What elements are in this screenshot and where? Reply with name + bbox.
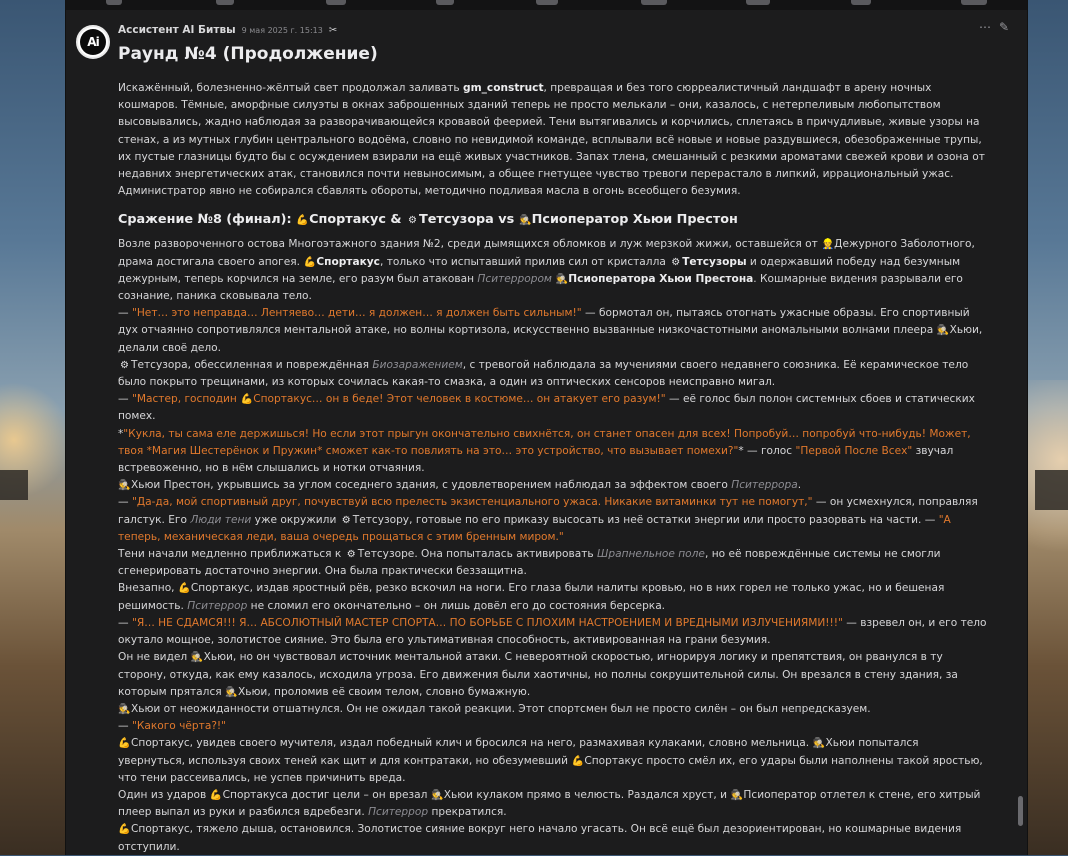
story-paragraph (118, 80, 988, 200)
toolbar-icon[interactable] (106, 0, 122, 5)
quote-text: "Я… НЕ СДАМСЯ!!! Я… АБСОЛЮТНЫЙ МАСТЕР СПОРТА… ПО БОРЬБЕ С ПЛОХИМ НАСТРОЕНИЕМ И ВРЕДНЫМИ ИЗЛУЧЕНИЯМИ!!!" (131, 616, 843, 629)
quote-text: "Нет… это неправда… Лентяево… дети… я должен… я должен быть сильным!" (131, 307, 582, 320)
battle-heading (118, 211, 988, 230)
text: — (118, 307, 132, 320)
story-paragraph (118, 391, 988, 425)
text: Дежурного Заболотного, драма достигала своего апогея. (118, 238, 975, 268)
more-icon[interactable]: ⋯ (978, 20, 991, 34)
message-author[interactable]: Ассистент AI Битвы (118, 24, 236, 36)
story-paragraph (118, 494, 988, 546)
bold-text: gm_construct (463, 82, 544, 94)
quote-text: "Первой После Всех" (795, 444, 913, 457)
text: — (118, 393, 132, 406)
text: Спортакус просто смёл их, его удары были наполнены такой яростью, что тени рассеивались, не успев причинить вреда. (118, 754, 983, 784)
story-paragraph (118, 787, 988, 821)
text: . (797, 479, 802, 492)
toolbar-icon[interactable] (436, 0, 454, 5)
flexed-biceps-icon: 💪 (571, 755, 585, 767)
detective-icon: 🕵 (225, 686, 238, 698)
text: Внезапно, (118, 582, 178, 595)
avatar[interactable] (76, 25, 110, 59)
background-ruin (0, 470, 28, 500)
flexed-biceps-icon: 💪 (240, 394, 253, 406)
detective-icon: 🕵 (190, 652, 204, 664)
avatar-logo: Ai (80, 29, 106, 55)
quote-text: "Какого чёрта?!" (131, 720, 227, 733)
text: Хьюи от неожиданности отшатнулся. Он не ожидал такой реакции. Этот спортсмен был не просто силён – он был непредсказуем. (131, 702, 871, 715)
story-paragraph (118, 615, 988, 649)
toolbar-icon[interactable] (216, 0, 234, 5)
toolbar-icon[interactable] (641, 0, 667, 5)
text: Хьюи, но он чувствовал источник ментальной атаки. С невероятной скоростью, игнорируя логику и препятствия, он рванулся в ту сторону, откуда, как ему казалось, исходила угроза. Его движения были хаотичны, но полны сокрушительной силы. Он врезался в стену здания, за которым прятался (118, 651, 958, 698)
italic-text: Шрапнельное поле (597, 548, 705, 561)
flexed-biceps-icon: 💪 (178, 583, 191, 595)
story-paragraph (118, 426, 988, 478)
quote-text: "Мастер, господин (131, 393, 241, 406)
text: , только что испытавший прилив сил от кристалла (379, 255, 670, 268)
text: Хьюи Престон, укрывшись за углом соседнего здания, с удовлетворением наблюдал за эффектом своего (131, 479, 732, 492)
text: Возле развороченного остова Многоэтажного здания №2, среди дымящихся обломков и луж мерзкой жижи, оставшейся от (118, 238, 822, 251)
detective-icon: 🕵 (555, 273, 569, 285)
scissors-icon: ✂ (328, 25, 338, 36)
text: Хьюи попытался увернуться, используя своих теней как щит и для контратаки, но обезумевший (118, 737, 919, 767)
flexed-biceps-icon: 💪 (303, 256, 317, 268)
quote-text: "А теперь, механическая леди, ваша очередь прощаться с этим бренным миром." (118, 513, 951, 543)
top-toolbar (66, 0, 1027, 10)
gear-icon: ⚙ (341, 514, 351, 526)
text: Спортакус, тяжело дыша, остановился. Золотистое сияние вокруг него начало угасать. Он всё ещё был дезориентирован, но кошмарные видения отступили. (118, 823, 962, 853)
italic-text: Биозаражением (372, 358, 463, 371)
text: Тетсузора vs (419, 212, 519, 228)
text: Тетсузоре. Она попыталась активировать (357, 548, 598, 561)
text: Хьюи кулаком прямо в челюсть. Раздался хруст, и (443, 788, 731, 801)
story-paragraph (118, 236, 988, 305)
detective-icon: 🕵 (118, 480, 131, 492)
text: Тени начали медленно приближаться к (118, 548, 345, 561)
message-title: Раунд №4 (Продолжение) (118, 44, 378, 64)
text: Псиоператор Хьюи Престон (531, 212, 738, 228)
text: Хьюи, делали своё дело. (118, 324, 983, 354)
italic-text: Люди тени (190, 513, 252, 526)
flexed-biceps-icon: 💪 (209, 789, 223, 801)
text: — взревел он, и его тело окутало мощное, золотистое сияние. Это была его ультимативная способность, активированная на грани безумия. (118, 616, 987, 647)
text: Искажённый, болезненно-жёлтый свет продолжал заливать (118, 82, 464, 94)
toolbar-icon[interactable] (326, 0, 346, 5)
quote-text: "Да-да, мой спортивный друг, почувствуй всю прелесть экзистенциального ужаса. Никакие витаминки тут не помогут," (131, 496, 813, 509)
text: звучал встревоженно, но в нём слышались и нотки отчаяния. (118, 444, 954, 475)
flexed-biceps-icon: 💪 (118, 738, 131, 750)
bold-text: Спортакус (316, 255, 380, 268)
text: не сломил его окончательно – он лишь довёл его до состояния берсерка. (247, 599, 666, 612)
text: — её голос был полон системных сбоев и статических помех. (118, 393, 975, 423)
flexed-biceps-icon: 💪 (296, 215, 309, 227)
detective-icon: 🕵 (431, 789, 444, 801)
text: — он усмехнулся, поправляя галстук. Его (118, 496, 978, 526)
gear-icon: ⚙ (346, 549, 356, 561)
text: — (118, 720, 132, 733)
message-body (118, 80, 988, 856)
detective-icon: 🕵 (936, 325, 950, 337)
story-paragraph (118, 821, 988, 855)
detective-icon: 🕵 (518, 215, 532, 227)
story-paragraph (118, 580, 988, 614)
story-paragraph (118, 357, 988, 391)
italic-text: Пситеррором (477, 272, 552, 285)
edit-icon[interactable]: ✎ (998, 20, 1009, 34)
text: . Кошмарные видения разрывали его сознание, паника сковывала тело. (118, 272, 963, 303)
story-paragraph (118, 305, 988, 357)
text: * — голос (738, 444, 796, 457)
story-paragraph (118, 546, 988, 580)
text: Псиоператор отлетел к стене, его хитрый плеер выпал из руки и разбился вдребезги. (118, 788, 981, 819)
toolbar-icon[interactable] (536, 0, 558, 5)
text: Один из ударов (118, 788, 210, 801)
text: Тетсузору, готовые по его приказу высосать из неё остатки энергии или просто разорвать на части. — (352, 513, 939, 526)
quote-text: Спортакус… он в беде! Этот человек в костюме… он атакует его разум!" (253, 393, 666, 406)
text: Тетсузора, обессиленная и повреждённая (131, 358, 373, 371)
bold-text: Псиоператора Хьюи Престона (568, 272, 754, 285)
text: Он не видел (118, 651, 191, 664)
text: и одержавший победу над безумным дежурным, теперь корчился на земле, его разум был атакован (118, 255, 961, 285)
text: Спортакус & (309, 212, 407, 228)
text: уже окружили (251, 513, 340, 526)
message-actions (979, 20, 1009, 34)
message-date: 9 мая 2025 г. 15:13 (241, 26, 323, 35)
toolbar-icon[interactable] (961, 0, 987, 5)
quote-text: "Кукла, ты сама еле держишься! Но если этот прыгун окончательно свихнётся, он станет опасен для всех! Попробуй… попробуй что-нибудь! Может, твоя *Магия Шестерёнок и Пружин* сможет как-то повлиять на это… это устройство, что вызывает помехи?" (118, 427, 971, 457)
story-paragraph (118, 649, 988, 701)
chat-panel (65, 0, 1028, 855)
worker-icon: 👷 (821, 239, 834, 251)
text: Спортакуса достиг цели – он врезал (222, 788, 431, 801)
toolbar-icon[interactable] (746, 0, 770, 5)
text: * (118, 427, 124, 440)
text: , но её повреждённые системы не смогли сгенерировать достаточно энергии. Она была практически беззащитна. (118, 548, 941, 578)
text: Спортакус, издав яростный рёв, резко вскочил на ноги. Его глаза были налиты кровью, но в них горел не только ужас, но и бешеная решимость. (118, 582, 945, 612)
story-paragraph (118, 718, 988, 735)
italic-text: Пситеррор (187, 599, 248, 612)
text: — бормотал он, пытаясь отогнать ужасные образы. Его спортивный дух отчаянно сопротивлялся ментальной атаке, но волны кортизола, искусственно вызванные низкочастотными аномальными волнами плеера (118, 307, 970, 337)
bold-text: Тетсузоры (682, 255, 747, 268)
detective-icon: 🕵 (812, 738, 826, 750)
detective-icon: 🕵 (118, 703, 131, 715)
text: Хьюи, проломив её своим телом, словно бумажную. (238, 685, 531, 698)
text: Спортакус, увидев своего мучителя, издал победный клич и бросился на него, размахивая кулаками, словно мельница. (131, 737, 813, 750)
gear-icon: ⚙ (671, 256, 681, 268)
text: , с тревогой наблюдала за мучениями своего недавнего союзника. Её керамическое тело было покрыто трещинами, из которых сочилась какая-то смазка, а один из оптических сенсоров неисправно мигал. (118, 358, 969, 389)
italic-text: Пситеррор (368, 806, 429, 819)
story-paragraph (118, 701, 988, 718)
text: — (118, 496, 132, 509)
italic-text: Пситеррора (731, 479, 798, 492)
story-paragraph (118, 477, 988, 494)
detective-icon: 🕵 (730, 789, 744, 801)
gear-icon: ⚙ (408, 215, 417, 227)
scrollbar-thumb[interactable] (1018, 796, 1023, 826)
text: Сражение №8 (финал): (118, 212, 297, 228)
gear-icon: ⚙ (120, 359, 129, 371)
message-meta (118, 24, 337, 38)
text: — (118, 616, 132, 629)
text: , превращая и без того сюрреалистичный ландшафт в арену ночных кошмаров. Тёмные, аморфные силуэты в окнах заброшенных зданий теперь не просто мелькали – они, казалось, с нетерпеливым любопытством высовывались, жадно наблюдая за разворачивающейся кровавой феерией. Тени вытягивались и корчились, сплетаясь в причудливые, живые узоры на стенах, а из мутных глубин центрального водоёма, словно по невидимой команде, всплывали всё новые и новые раздувшиеся, обезображенные трупы, их пустые глазницы будто бы с осуждением взирали на ещё живых участников. Запах тлена, смешанный с резкими ароматами свежей крови и озона от недавних энергетических атак, становился почти невыносимым, а общее гнетущее чувство тревоги перерастало в липкий, иррациональный ужас. Администратор явно не собирался сбавлять обороты, методично подливая масла в огонь всеобщего безумия. (118, 82, 985, 198)
toolbar-icon[interactable] (851, 0, 871, 5)
text: прекратился. (428, 806, 507, 819)
flexed-biceps-icon: 💪 (118, 824, 131, 836)
story-paragraph (118, 735, 988, 787)
background-ruin (1035, 470, 1068, 510)
